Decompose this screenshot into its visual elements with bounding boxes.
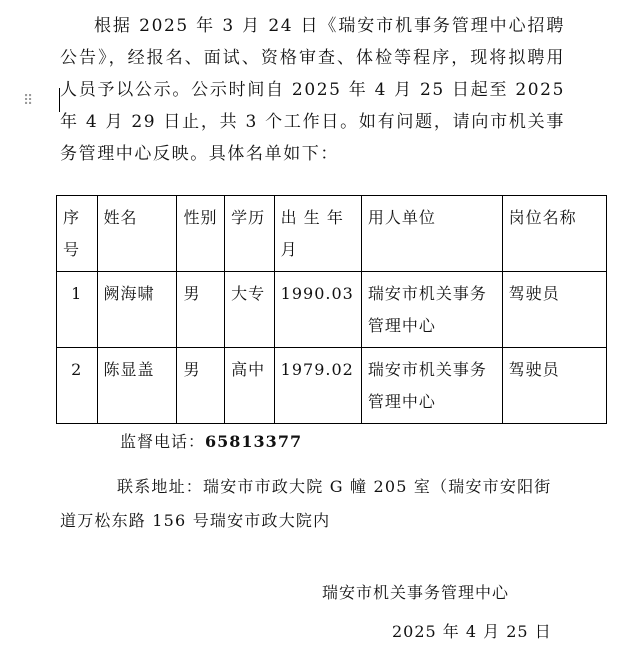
phone-number: 65813377 — [205, 432, 303, 451]
cell-position: 驾驶员 — [502, 348, 606, 424]
cell-name: 陈显盖 — [97, 348, 177, 424]
table-header-row — [57, 196, 607, 272]
drag-handle-icon[interactable]: ⠿ — [23, 93, 33, 109]
cell-gender: 男 — [177, 272, 225, 348]
table-row — [57, 348, 607, 424]
address-line — [60, 470, 562, 538]
address-label: 联系地址： — [117, 477, 204, 496]
cell-education: 高中 — [225, 348, 275, 424]
header-unit: 用人单位 — [361, 196, 502, 272]
cell-position: 驾驶员 — [502, 272, 606, 348]
staff-table — [56, 195, 607, 424]
header-position: 岗位名称 — [502, 196, 606, 272]
header-gender: 性别 — [177, 196, 225, 272]
cell-unit: 瑞安市机关事务管理中心 — [361, 272, 502, 348]
signature-date: 2025 年 4 月 25 日 — [392, 622, 552, 641]
cell-birth: 1979.02 — [274, 348, 361, 424]
header-name: 姓名 — [97, 196, 177, 272]
cell-name: 阙海啸 — [97, 272, 177, 348]
table-row — [57, 272, 607, 348]
cell-no: 2 — [57, 348, 98, 424]
cell-no: 1 — [57, 272, 98, 348]
cell-gender: 男 — [177, 348, 225, 424]
phone-label: 监督电话： — [120, 432, 206, 451]
signature-org: 瑞安市机关事务管理中心 — [322, 583, 510, 602]
header-no: 序号 — [57, 196, 98, 272]
header-birth: 出 生 年 月 — [274, 196, 361, 272]
cell-birth: 1990.03 — [274, 272, 361, 348]
cell-unit: 瑞安市机关事务管理中心 — [361, 348, 502, 424]
header-education: 学历 — [225, 196, 275, 272]
notice-paragraph: 根据 2025 年 3 月 24 日《瑞安市机事务管理中心招聘公告》，经报名、面试、资格审查、体检等程序，现将拟聘用人员予以公示。公示时间自 2025 年 4 月 25 日起至 2025 年 4 月 29 日止，共 3 个工作日。如有问题，请向市机关事务管理中心反映。具体名单如下： — [60, 16, 565, 164]
cell-education: 大专 — [225, 272, 275, 348]
address-text: 瑞安市市政大院 G 幢 205 室（瑞安市安阳街道万松东路 156 号瑞安市政大院内 — [60, 477, 552, 530]
phone-line — [120, 430, 302, 454]
